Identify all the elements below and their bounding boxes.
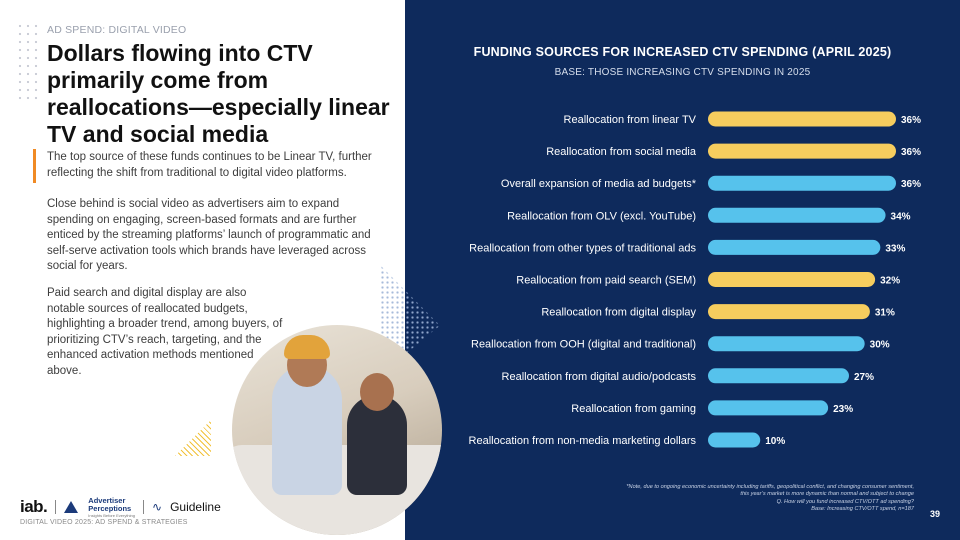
note-line-3: Q. How will you fund increased CTV/OTT ad spending?	[776, 498, 914, 505]
photo-person-2-head	[360, 373, 394, 411]
category-label: Reallocation from social media	[546, 146, 696, 159]
data-label: 34%	[890, 211, 911, 223]
advertiser-perceptions-logo	[88, 497, 135, 518]
category-label: Overall expansion of media ad budgets*	[500, 178, 696, 191]
decorative-yellow-hatch	[175, 420, 211, 456]
data-label: 23%	[833, 403, 854, 415]
logo-divider-2	[143, 500, 144, 514]
category-label: Reallocation from gaming	[571, 402, 696, 415]
data-label: 36%	[901, 179, 922, 191]
category-label: Reallocation from paid search (SEM)	[516, 274, 696, 287]
data-label: 30%	[869, 339, 890, 351]
chart-title: FUNDING SOURCES FOR INCREASED CTV SPENDING (APRIL 2025)	[473, 45, 892, 59]
category-label: Reallocation from digital display	[541, 306, 696, 319]
page-number: 39	[929, 509, 940, 519]
category-label: Reallocation from non-media marketing dollars	[468, 435, 696, 447]
data-label: 33%	[885, 243, 906, 255]
guideline-logo: Guideline	[170, 500, 221, 514]
bar	[708, 144, 896, 159]
chart-panel	[405, 0, 960, 540]
data-label: 10%	[765, 436, 786, 447]
category-label: Reallocation from OOH (digital and traditional)	[471, 338, 696, 351]
bar	[708, 433, 760, 448]
bar-chart	[405, 0, 960, 540]
category-label: Reallocation from OLV (excl. YouTube)	[507, 210, 696, 223]
note-line-4: Base: Increasing CTV/OTT spend, n=187	[811, 506, 914, 513]
category-label: Reallocation from digital audio/podcasts	[501, 370, 696, 383]
data-label: 32%	[880, 275, 901, 287]
data-label: 27%	[854, 371, 875, 383]
bar	[708, 240, 880, 255]
ap-logo-line-2: Perceptions	[88, 503, 132, 513]
data-label: 36%	[901, 115, 922, 126]
photo-person-1-turban	[284, 335, 330, 359]
page-title: Dollars flowing into CTV primarily come from reallocations—especially linear TV and social media	[47, 40, 390, 147]
note-line-1: *Note, due to ongoing economic uncertainty including tariffs, geopolitical conflict, and changing consumer sentiment,	[626, 484, 914, 490]
data-label: 36%	[901, 147, 922, 159]
bar	[708, 208, 886, 223]
bar	[708, 304, 870, 319]
accent-bar	[33, 149, 36, 183]
footer-report-name: DIGITAL VIDEO 2025: AD SPEND & STRATEGIES	[20, 519, 188, 526]
body-paragraph-2: Close behind is social video as advertisers aim to expand spending on engaging, screen-based formats and are further enticed by the streaming platforms’ launch of programmatic and self-serve activation tools which brands have leveraged across social for years.	[47, 198, 371, 272]
ap-logo-tagline: Insights Before Everything	[88, 512, 135, 518]
bar	[708, 400, 828, 415]
iab-logo: iab.	[20, 497, 48, 516]
chart-notes	[574, 484, 914, 514]
data-label: 31%	[874, 307, 895, 319]
body-paragraph-3: Paid search and digital display are also notable sources of reallocated budgets, highlighting a broader trend, among buyers, of prioritizing CTV’s reach, targeting, and the enhanced activation methods mentioned above.	[47, 287, 283, 377]
section-eyebrow: AD SPEND: DIGITAL VIDEO	[47, 24, 187, 36]
bar	[708, 368, 849, 383]
ap-logo-line-1: Advertiser	[88, 495, 126, 505]
logo-divider	[55, 500, 56, 514]
body-paragraph-1: The top source of these funds continues to be Linear TV, further reflecting the shift from traditional to digital video platforms.	[47, 151, 372, 179]
advertiser-perceptions-icon	[64, 501, 80, 513]
bar	[708, 336, 865, 351]
category-label: Reallocation from linear TV	[563, 114, 696, 126]
category-label: Reallocation from other types of traditional ads	[469, 242, 696, 255]
partner-logos	[20, 497, 221, 517]
bar	[708, 112, 896, 127]
note-line-2: this year’s market is more dynamic than normal and subject to change	[740, 491, 914, 498]
couple-watching-tv-photo	[232, 325, 442, 535]
chart-subtitle: BASE: THOSE INCREASING CTV SPENDING IN 2025	[554, 67, 811, 78]
decorative-dot-grid	[16, 22, 40, 102]
bar	[708, 176, 896, 191]
guideline-wave-icon: ∿	[152, 500, 163, 514]
bar	[708, 272, 875, 287]
